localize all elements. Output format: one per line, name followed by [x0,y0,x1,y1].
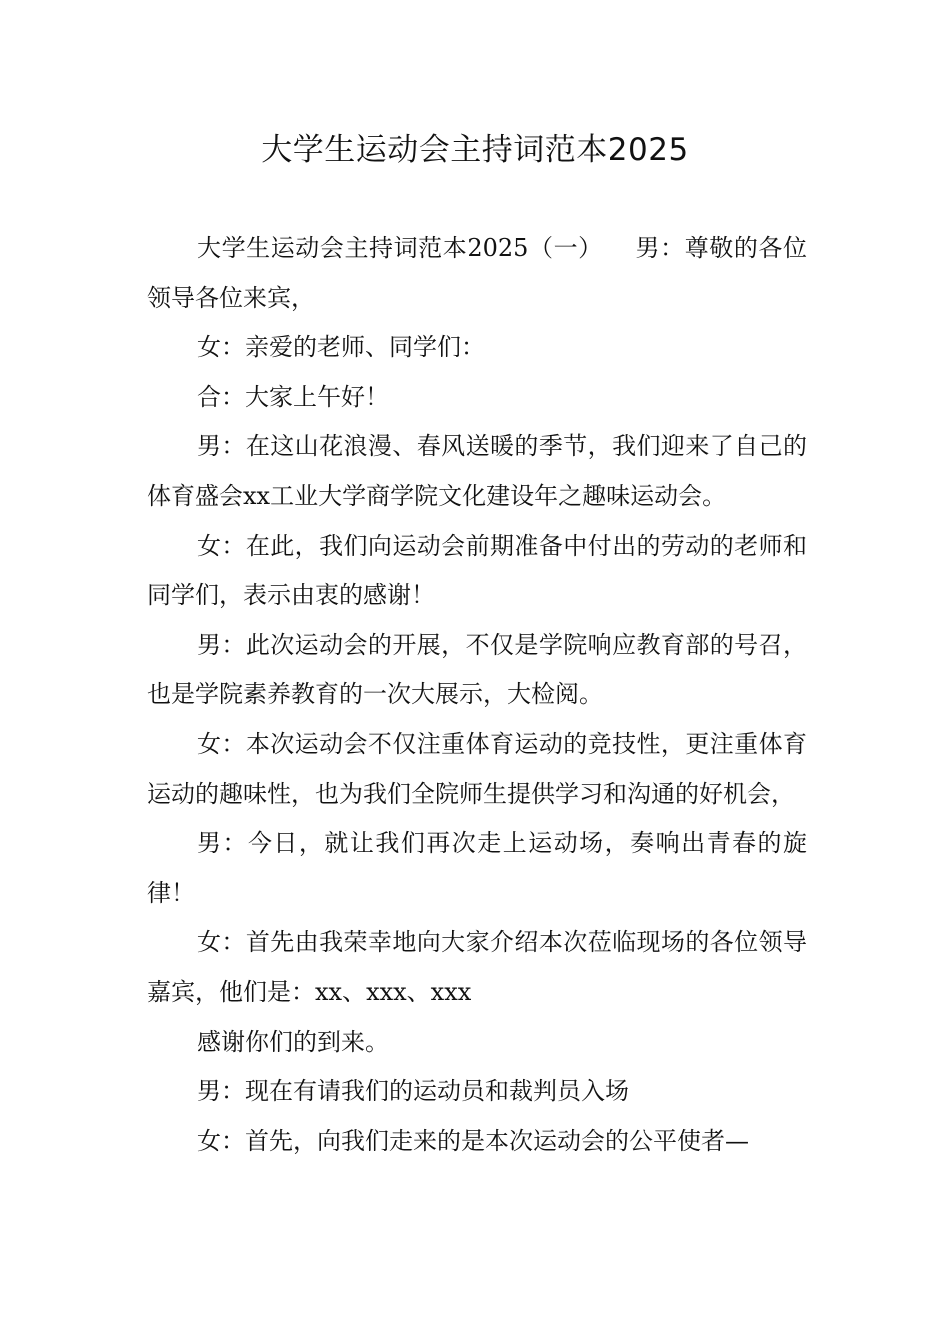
paragraph: 女：本次运动会不仅注重体育运动的竞技性，更注重体育运动的趣味性，也为我们全院师生提供学习和沟通的好机会， [147,729,807,808]
paragraph: 男：在这山花浪漫、春风送暖的季节，我们迎来了自己的体育盛会xx工业大学商学院文化建设年之趣味运动会。 [147,432,807,510]
paragraph: 男：今日，就让我们再次走上运动场，奏响出青春的旋律！ [147,829,807,907]
paragraph: 大学生运动会主持词范本2025（一） 男：尊敬的各位领导各位来宾， [147,234,807,312]
document-body [147,224,807,1166]
document-title: 大学生运动会主持词范本2025 [261,132,689,168]
paragraph: 女：首先，向我们走来的是本次运动会的公平使者— [197,1126,749,1155]
paragraph: 男：现在有请我们的运动员和裁判员入场 [197,1077,629,1106]
paragraph: 女：亲爱的老师、同学们： [197,333,485,362]
paragraph: 女：首先由我荣幸地向大家介绍本次莅临现场的各位领导嘉宾，他们是：xx、xxx、xxx [147,928,807,1006]
paragraph: 合：大家上午好！ [197,382,389,411]
paragraph: 感谢你们的到来。 [197,1027,389,1056]
paragraph: 女：在此，我们向运动会前期准备中付出的劳动的老师和同学们，表示由衷的感谢！ [147,531,807,610]
paragraph: 男：此次运动会的开展，不仅是学院响应教育部的号召，也是学院素养教育的一次大展示，大检阅。 [147,630,807,709]
